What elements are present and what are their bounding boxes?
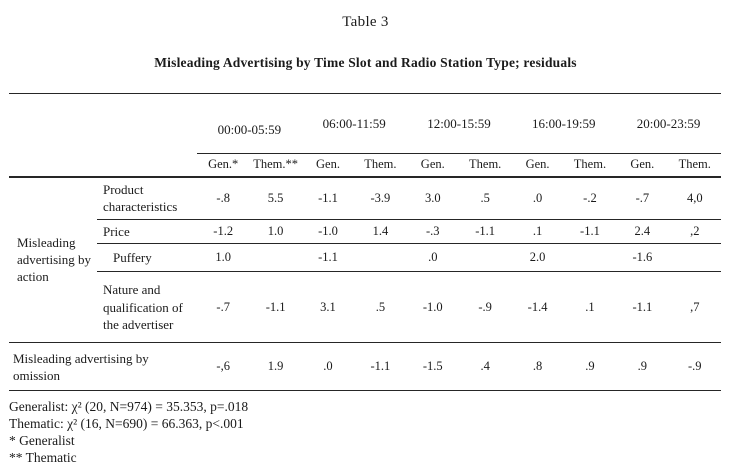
residual-value: 3.0 bbox=[407, 177, 459, 220]
header-corner bbox=[9, 154, 197, 177]
residual-value: -1.1 bbox=[302, 177, 354, 220]
timeslot-header: 20:00-23:59 bbox=[616, 94, 721, 154]
residual-value: -1.1 bbox=[616, 272, 668, 343]
footnote: ** Thematic bbox=[9, 450, 77, 466]
table-number: Table 3 bbox=[342, 14, 389, 30]
residual-value: -.2 bbox=[564, 177, 616, 220]
station-type-header: Them. bbox=[459, 154, 511, 177]
timeslot-header: 12:00-15:59 bbox=[407, 94, 512, 154]
residual-value: 1.4 bbox=[354, 220, 406, 244]
residual-value: 1.9 bbox=[249, 343, 301, 391]
residual-value: .0 bbox=[511, 177, 563, 220]
residual-value: -.7 bbox=[197, 272, 249, 343]
station-type-header-row bbox=[9, 154, 721, 177]
residual-value: -1.6 bbox=[616, 244, 668, 272]
residual-value: 2.4 bbox=[616, 220, 668, 244]
row-label: Nature and qualification of the advertiser bbox=[97, 272, 197, 343]
residual-value: -1.4 bbox=[511, 272, 563, 343]
table-footnotes bbox=[9, 398, 722, 466]
table-row bbox=[9, 343, 721, 391]
residual-value bbox=[249, 244, 301, 272]
station-type-header: Them. bbox=[354, 154, 406, 177]
table-row bbox=[9, 220, 721, 244]
residual-value: .9 bbox=[564, 343, 616, 391]
residual-value: .9 bbox=[616, 343, 668, 391]
residual-value bbox=[564, 244, 616, 272]
residual-value: ,7 bbox=[669, 272, 721, 343]
table-row bbox=[9, 177, 721, 220]
residual-value: .0 bbox=[302, 343, 354, 391]
residual-value: .5 bbox=[354, 272, 406, 343]
timeslot-header-row bbox=[9, 94, 721, 154]
residual-value: 3.1 bbox=[302, 272, 354, 343]
residual-value: 4,0 bbox=[669, 177, 721, 220]
residual-value: -1.0 bbox=[302, 220, 354, 244]
residual-value: -.8 bbox=[197, 177, 249, 220]
station-type-header: Them. bbox=[564, 154, 616, 177]
residual-value bbox=[459, 244, 511, 272]
station-type-header: Gen. bbox=[407, 154, 459, 177]
residual-value: -,6 bbox=[197, 343, 249, 391]
row-label: Price bbox=[97, 220, 197, 244]
residual-value: 1.0 bbox=[197, 244, 249, 272]
residual-value: -1.1 bbox=[302, 244, 354, 272]
residual-value: -.3 bbox=[407, 220, 459, 244]
residuals-table bbox=[9, 93, 721, 391]
station-type-header: Them. bbox=[669, 154, 721, 177]
footnote: * Generalist bbox=[9, 433, 75, 449]
station-type-header: Gen.* bbox=[197, 154, 249, 177]
residual-value: -1.2 bbox=[197, 220, 249, 244]
residual-value: .0 bbox=[407, 244, 459, 272]
station-type-header: Gen. bbox=[511, 154, 563, 177]
residual-value: -.9 bbox=[669, 343, 721, 391]
residual-value: -.7 bbox=[616, 177, 668, 220]
residual-value: .5 bbox=[459, 177, 511, 220]
footnote: Generalist: χ² (20, N=974) = 35.353, p=.018 bbox=[9, 399, 249, 415]
row-group-label: Misleading advertising by action bbox=[9, 177, 97, 343]
residual-value: .1 bbox=[564, 272, 616, 343]
residual-value: -1.0 bbox=[407, 272, 459, 343]
residual-value: .4 bbox=[459, 343, 511, 391]
residual-value bbox=[669, 244, 721, 272]
timeslot-header: 16:00-19:59 bbox=[511, 94, 616, 154]
residual-value: 5.5 bbox=[249, 177, 301, 220]
station-type-header: Them.** bbox=[249, 154, 301, 177]
residual-value: .8 bbox=[511, 343, 563, 391]
residual-value: 1.0 bbox=[249, 220, 301, 244]
table-caption: Misleading Advertising by Time Slot and Radio Station Type; residuals bbox=[154, 55, 577, 70]
residual-value: -1.1 bbox=[564, 220, 616, 244]
residual-value bbox=[354, 244, 406, 272]
residual-value: 2.0 bbox=[511, 244, 563, 272]
row-group-label: Misleading advertising by omission bbox=[9, 343, 197, 391]
row-label: Puffery bbox=[97, 244, 197, 272]
residual-value: -1.1 bbox=[354, 343, 406, 391]
table-row bbox=[9, 272, 721, 343]
table-row bbox=[9, 244, 721, 272]
station-type-header: Gen. bbox=[616, 154, 668, 177]
residual-value: ,2 bbox=[669, 220, 721, 244]
residual-value: .1 bbox=[511, 220, 563, 244]
residual-value: -1.1 bbox=[249, 272, 301, 343]
row-label: Product characteristics bbox=[97, 177, 197, 220]
timeslot-header: 06:00-11:59 bbox=[302, 94, 407, 154]
residual-value: -1.5 bbox=[407, 343, 459, 391]
timeslot-header: 00:00-05:59 bbox=[197, 94, 302, 154]
station-type-header: Gen. bbox=[302, 154, 354, 177]
residual-value: -3.9 bbox=[354, 177, 406, 220]
footnote: Thematic: χ² (16, N=690) = 66.363, p<.001 bbox=[9, 416, 244, 432]
header-corner bbox=[9, 94, 197, 154]
residual-value: -1.1 bbox=[459, 220, 511, 244]
residual-value: -.9 bbox=[459, 272, 511, 343]
